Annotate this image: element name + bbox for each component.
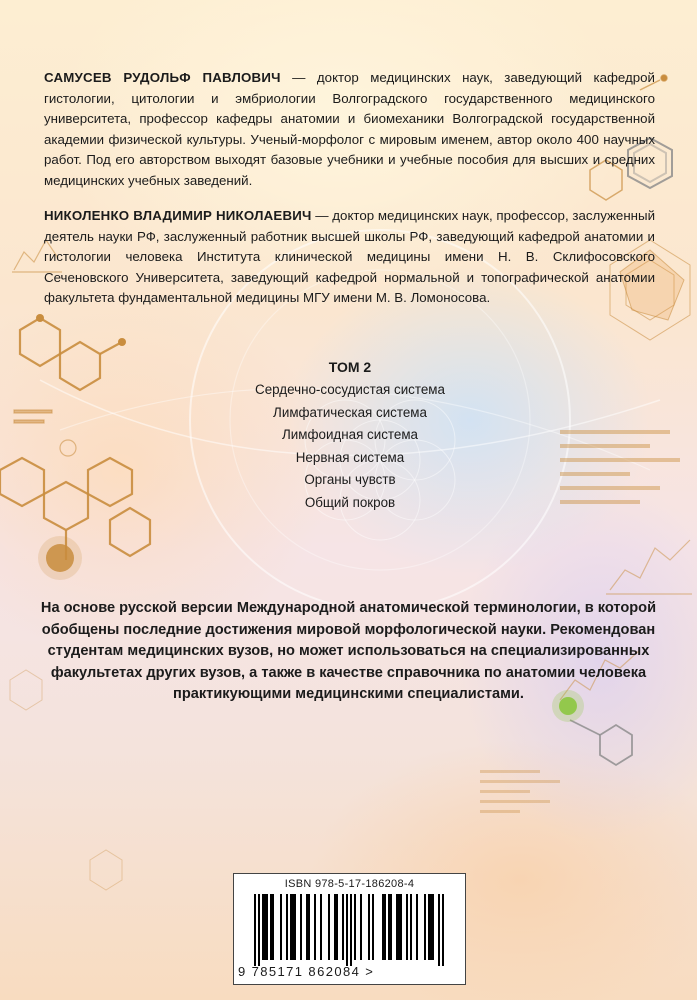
volume-topic: Сердечно-сосудистая система: [255, 382, 445, 397]
barcode-digits: 9 785171 862084 >: [238, 964, 375, 979]
barcode-bar: [336, 894, 338, 960]
barcode-bar: [320, 894, 322, 960]
barcode-bar: [292, 894, 294, 960]
author-bio-nikolenko: [44, 206, 655, 309]
barcode-bar: [266, 894, 268, 960]
author-description: — доктор медицинских наук, заведующий кафедрой гистологии, цитологии и эмбриологии Волгоградского государственного медицинского университета, профессор кафедры анатомии и биомеханики Волгоградской государственной академии физической культуры. Ученый-морфолог с мировым именем, автор около 400 научных работ. Под его авторством выходят базовые учебники и учебные пособия для высших и средних медицинских учебных заведений.: [44, 70, 655, 188]
barcode-bar: [270, 894, 272, 960]
barcode-bar: [286, 894, 288, 960]
barcode-bar: [290, 894, 292, 960]
book-summary: На основе русской версии Международной анатомической терминологии, в которой обобщены последние достижения мировой морфологической науки. Рекомендован студентам медицинских вузов, но может использоваться на специализированных факультетах других вузов, а также в качестве справочника по анатомии человека практикующими медицинскими специалистами.: [40, 600, 657, 703]
barcode-bar: [442, 894, 444, 966]
barcode-bar: [254, 894, 256, 966]
molecule-left-icon: [0, 318, 150, 560]
barcode-bar: [390, 894, 392, 960]
barcode-bar: [350, 894, 352, 966]
barcode-bar: [382, 894, 384, 960]
barcode-bar: [314, 894, 316, 960]
barcode-bar: [438, 894, 440, 966]
barcode-bar: [416, 894, 418, 960]
author-description: — доктор медицинских наук, профессор, заслуженный деятель науки РФ, заслуженный работник высшей школы РФ, заведующий кафедрой анатомии и гистологии человека Института клинической медицины имени Н. В. Склифосовского Сеченовского Университета, заведующий кафедрой нормальной и топографической анатомии факультета фундаментальной медицины МГУ имени М. В. Ломоносова.: [44, 208, 656, 306]
barcode-bar: [388, 894, 390, 960]
volume-title: ТОМ 2: [328, 359, 372, 375]
barcode-bar: [430, 894, 432, 960]
barcode-bar: [334, 894, 336, 960]
barcode-bar: [428, 894, 430, 960]
barcode-bar: [368, 894, 370, 960]
barcode-bar: [400, 894, 402, 960]
barcode-bar: [258, 894, 260, 966]
barcode-bar: [354, 894, 356, 960]
barcode-bar: [280, 894, 282, 960]
barcode-bar: [432, 894, 434, 960]
volume-topic: Нервная система: [295, 449, 405, 465]
barcode-bar: [346, 894, 348, 966]
barcode-bar: [384, 894, 386, 960]
isbn-barcode: [233, 873, 466, 985]
volume-topic: Лимфатическая система: [273, 404, 427, 420]
author-bio-samusev: [44, 68, 655, 192]
volume-topic: Органы чувств: [304, 472, 396, 488]
barcode-bar: [424, 894, 426, 960]
barcode-bar: [294, 894, 296, 960]
barcode-bar: [410, 894, 412, 960]
barcode-bar: [308, 894, 310, 960]
volume-topic-list: [170, 379, 530, 515]
barcode-bar: [328, 894, 330, 960]
isbn-label: ISBN 978-5-17-186208-4: [284, 878, 415, 890]
barcode-bar: [372, 894, 374, 960]
barcode-bar: [396, 894, 398, 960]
volume-contents: [170, 357, 530, 515]
barcode-bar: [306, 894, 308, 960]
author-name: НИКОЛЕНКО ВЛАДИМИР НИКОЛАЕВИЧ: [44, 208, 312, 223]
barcode-bar: [360, 894, 362, 960]
barcode-bar: [262, 894, 264, 960]
barcode-bar: [264, 894, 266, 960]
barcode-bar: [398, 894, 400, 960]
barcode-bar: [342, 894, 344, 960]
barcode-bar: [300, 894, 302, 960]
barcode-bar: [272, 894, 274, 960]
volume-topic: Общий покров: [304, 494, 396, 510]
author-name: САМУСЕВ РУДОЛЬФ ПАВЛОВИЧ: [44, 70, 281, 85]
barcode-bar: [406, 894, 408, 960]
volume-topic: Лимфоидная система: [282, 427, 418, 443]
